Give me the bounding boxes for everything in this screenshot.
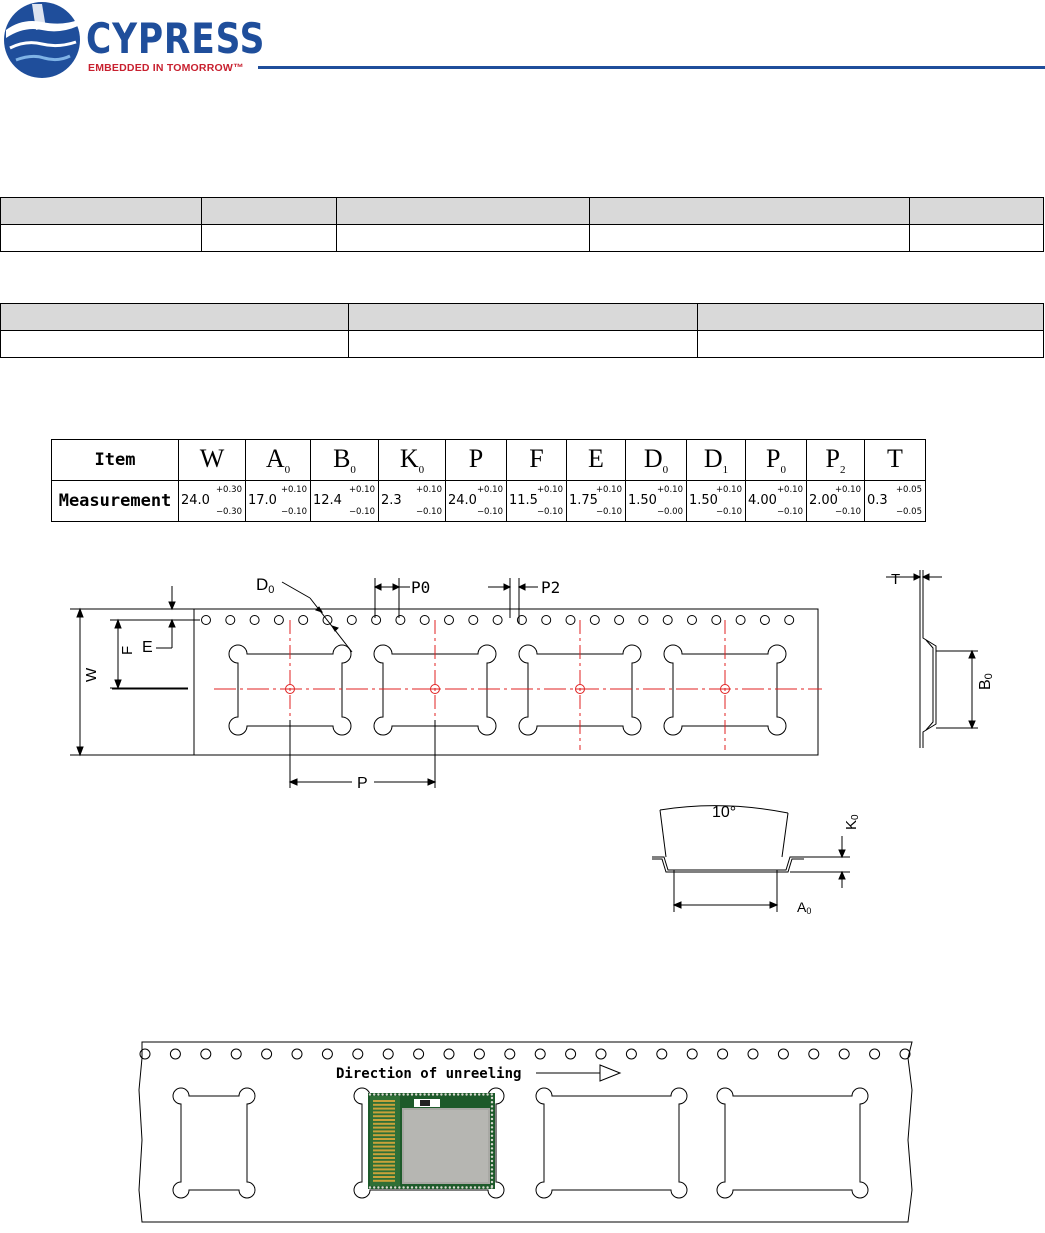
table-cell [590,225,910,252]
dimension-symbol-cell: P [446,440,507,481]
sprocket-hole [292,1049,302,1059]
sprocket-hole [657,1049,667,1059]
sprocket-hole [718,1049,728,1059]
nominal-value: 2.3 [381,493,402,508]
logo-globe-icon [2,0,84,80]
reel-tape-outline [139,1042,912,1222]
tape-side-view [886,570,978,748]
sprocket-hole [444,1049,454,1059]
dimension-value-cell [746,481,807,522]
sprocket-hole [760,616,769,625]
dimension-p2 [488,578,538,624]
direction-arrow [536,1065,620,1081]
dimension-symbol-cell: $P_0$ [746,440,807,481]
sprocket-hole [566,1049,576,1059]
minus-tolerance: −0.10 [715,507,742,517]
carrier-tape-drawing [0,560,1045,920]
plus-tolerance: +0.10 [280,485,307,495]
pocket [717,1088,868,1198]
dimension-symbol-cell: $B_0$ [311,440,379,481]
nominal-value: 4.00 [748,493,777,508]
reel-pockets [173,1088,868,1198]
sprocket-hole [626,1049,636,1059]
dimension-d0 [282,582,352,652]
label-b0: B0 [977,673,995,690]
label-w: W [83,667,100,682]
nominal-value: 12.4 [313,493,342,508]
table-cell [1,198,202,225]
sprocket-hole [778,1049,788,1059]
sprocket-hole [493,616,502,625]
sprocket-hole [505,1049,515,1059]
dimension-value-cell [807,481,865,522]
label-d0: D0 [256,575,275,596]
pocket-cross-section [652,806,850,912]
dimension-symbol-cell: $D_1$ [687,440,746,481]
dimension-value-row [52,481,926,522]
sprocket-hole [201,1049,211,1059]
table-header-row [1,198,1044,225]
table-cell [910,198,1044,225]
label-p0: P0 [411,578,431,597]
sprocket-hole [590,616,599,625]
plus-tolerance: +0.10 [536,485,563,495]
plus-tolerance: +0.10 [595,485,622,495]
nominal-value: 0.3 [867,493,888,508]
minus-tolerance: −0.10 [776,507,803,517]
centerlines [214,620,822,750]
table-cell [698,304,1044,331]
dimension-symbol-cell: F [507,440,567,481]
sprocket-hole [202,616,211,625]
table-cell [349,304,698,331]
label-p: P [357,775,368,792]
sprocket-hole [170,1049,180,1059]
dimension-symbol-row [52,440,926,481]
dimension-value-cell [687,481,746,522]
dimension-symbol-cell: $A_0$ [246,440,311,481]
sprocket-hole [322,1049,332,1059]
dimension-value-cell [567,481,626,522]
label-k0: K0 [843,814,861,830]
sprocket-hole [839,1049,849,1059]
sprocket-hole [383,1049,393,1059]
sprocket-hole [299,616,308,625]
table-row [1,225,1044,252]
dimension-p0 [375,578,410,618]
pocket [536,1088,687,1198]
header-rule [258,66,1045,69]
measurement-header: Measurement [52,481,179,522]
table-cell [590,198,910,225]
sprocket-hole [420,616,429,625]
spec-table-2 [0,303,1044,358]
nominal-value: 24.0 [448,493,477,508]
plus-tolerance: +0.10 [834,485,861,495]
spec-table-1 [0,197,1044,252]
nominal-value: 1.50 [628,493,657,508]
sprocket-hole [639,616,648,625]
nominal-value: 1.50 [689,493,718,508]
nominal-value: 11.5 [509,493,538,508]
sprocket-hole [785,616,794,625]
nominal-value: 17.0 [248,493,277,508]
sprocket-hole [226,616,235,625]
dimension-value-cell [311,481,379,522]
sprocket-hole [596,1049,606,1059]
sprocket-hole [736,616,745,625]
dimension-symbol-cell: W [179,440,246,481]
label-angle: 10° [712,804,737,821]
sprocket-hole [353,1049,363,1059]
label-f: F [119,645,136,655]
plus-tolerance: +0.30 [215,485,242,495]
minus-tolerance: −0.10 [280,507,307,517]
plus-tolerance: +0.10 [656,485,683,495]
table-cell [698,331,1044,358]
sprocket-hole [615,616,624,625]
dimension-value-cell [865,481,926,522]
logo-wordmark: CYPRESS [86,14,266,63]
cypress-logo [0,0,266,80]
sprocket-hole [712,616,721,625]
dimension-value-cell [246,481,311,522]
plus-tolerance: +0.10 [348,485,375,495]
plus-tolerance: +0.10 [476,485,503,495]
table-cell [202,225,337,252]
sprocket-hole [474,1049,484,1059]
unreeling-drawing [0,1030,1045,1233]
nominal-value: 2.00 [809,493,838,508]
dimension-symbol-cell: T [865,440,926,481]
minus-tolerance: −0.10 [476,507,503,517]
dimension-value-cell [446,481,507,522]
label-a0: A0 [797,899,812,916]
dimension-symbol-cell: E [567,440,626,481]
table-cell [1,225,202,252]
table-cell [349,331,698,358]
plus-tolerance: +0.05 [895,485,922,495]
sprocket-hole [748,1049,758,1059]
label-p2: P2 [541,578,561,597]
table-cell [337,198,590,225]
sprocket-hole [250,616,259,625]
sprocket-hole [396,616,405,625]
table-cell [337,225,590,252]
sprocket-hole [566,616,575,625]
minus-tolerance: −0.10 [348,507,375,517]
minus-tolerance: −0.10 [595,507,622,517]
pocket [173,1088,255,1198]
bluetooth-module-image [368,1093,495,1189]
label-e: E [142,639,153,656]
label-t: T [891,571,901,588]
dimension-value-cell [179,481,246,522]
sprocket-hole [414,1049,424,1059]
sprocket-hole [262,1049,272,1059]
sprocket-hole [535,1049,545,1059]
plus-tolerance: +0.10 [715,485,742,495]
item-header: Item [52,440,179,481]
dimension-value-cell [507,481,567,522]
reel-sprocket-holes [140,1049,910,1059]
tape-outline [194,609,818,755]
sprocket-hole [274,616,283,625]
table-header-row [1,304,1044,331]
plus-tolerance: +0.10 [415,485,442,495]
minus-tolerance: −0.05 [895,507,922,517]
dimension-symbol-cell: $P_2$ [807,440,865,481]
table-cell [1,304,349,331]
plus-tolerance: +0.10 [776,485,803,495]
direction-label: Direction of unreeling [336,1066,522,1082]
dimension-symbol-cell: $K_0$ [379,440,446,481]
sprocket-hole [347,616,356,625]
minus-tolerance: −0.10 [415,507,442,517]
sprocket-hole [542,616,551,625]
table-cell [1,331,349,358]
minus-tolerance: −0.30 [215,507,242,517]
sprocket-hole [469,616,478,625]
table-cell [910,225,1044,252]
sprocket-hole [231,1049,241,1059]
sprocket-hole [688,616,697,625]
nominal-value: 1.75 [569,493,598,508]
dimension-value-cell [379,481,446,522]
sprocket-hole [445,616,454,625]
minus-tolerance: −0.10 [536,507,563,517]
minus-tolerance: −0.10 [834,507,861,517]
nominal-value: 24.0 [181,493,210,508]
dimension-value-cell [626,481,687,522]
sprocket-hole [687,1049,697,1059]
table-cell [202,198,337,225]
sprocket-hole [372,616,381,625]
tape-dimension-table [51,439,926,522]
pockets [229,645,786,735]
logo-tagline: EMBEDDED IN TOMORROW™ [88,62,244,74]
sprocket-hole [870,1049,880,1059]
minus-tolerance: −0.00 [656,507,683,517]
dimension-e [156,586,175,648]
table-row [1,331,1044,358]
sprocket-hole [663,616,672,625]
dimension-symbol-cell: $D_0$ [626,440,687,481]
sprocket-hole [809,1049,819,1059]
